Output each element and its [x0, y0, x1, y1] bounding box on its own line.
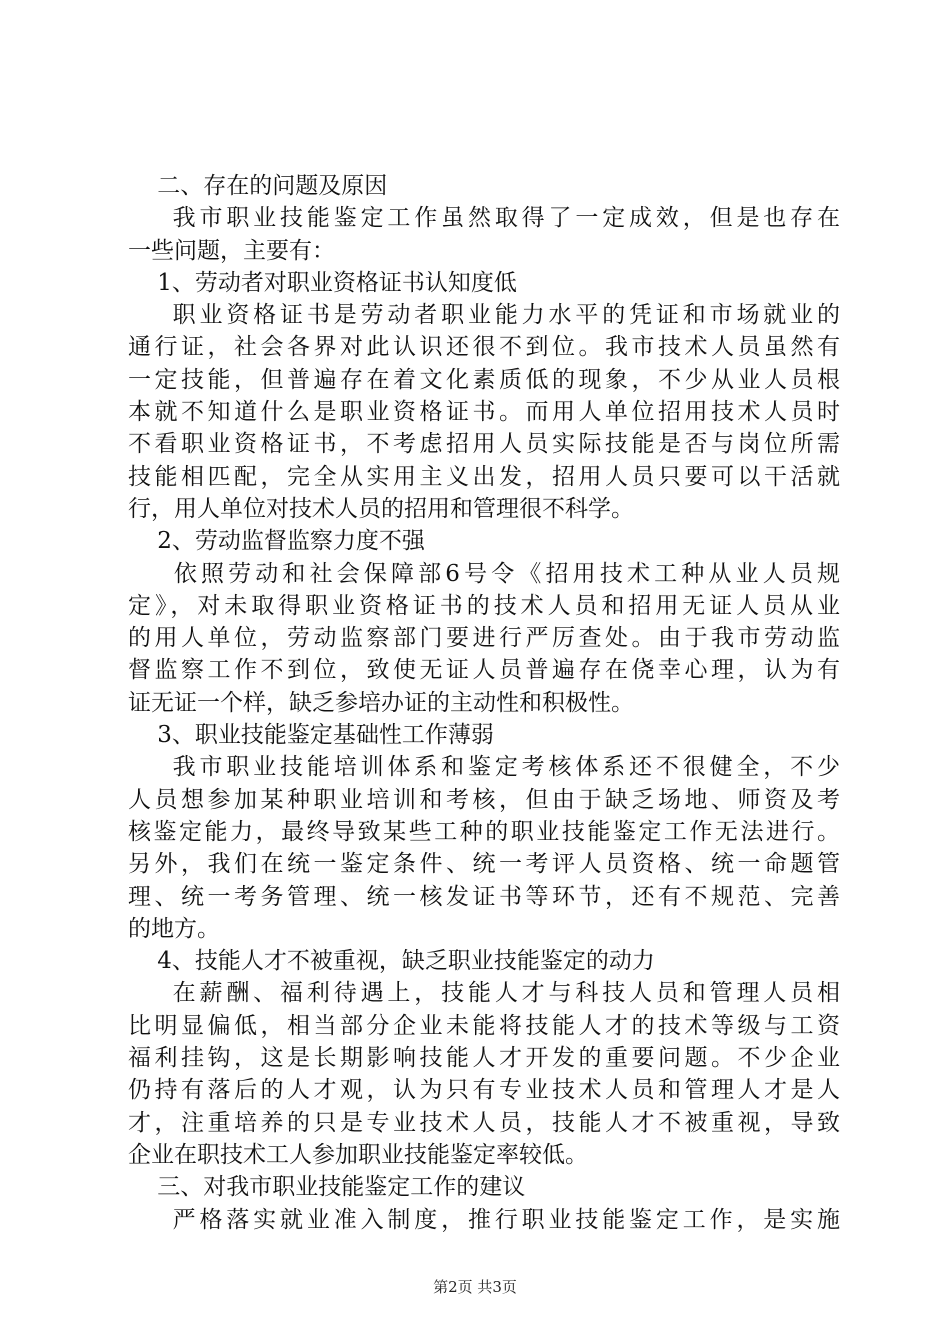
- text-line: 的用人单位，劳动监察部门要进行严厉查处。由于我市劳动监: [128, 625, 840, 652]
- text-line: 证无证一个样，缺乏参培办证的主动性和积极性。: [128, 689, 634, 716]
- text-line: 通行证，社会各界对此认识还很不到位。我市技术人员虽然有: [128, 334, 840, 361]
- text-line: 企业在职技术工人参加职业技能鉴定率较低。: [128, 1141, 588, 1168]
- text-line: 技能相匹配，完全从实用主义出发，招用人员只要可以干活就: [128, 463, 840, 490]
- text-line: 我市职业技能培训体系和鉴定考核体系还不很健全，不少: [128, 754, 840, 781]
- text-line: 我市职业技能鉴定工作虽然取得了一定成效，但是也存在: [128, 205, 840, 232]
- text-line: 不看职业资格证书，不考虑招用人员实际技能是否与岗位所需: [128, 431, 840, 458]
- text-line: 依照劳动和社会保障部6号令《招用技术工种从业人员规: [128, 560, 840, 587]
- text-line: 理、统一考务管理、统一核发证书等环节，还有不规范、完善: [128, 883, 840, 910]
- section-heading-line: 三、对我市职业技能鉴定工作的建议: [128, 1174, 526, 1201]
- text-line: 福利挂钩，这是长期影响技能人才开发的重要问题。不少企业: [128, 1045, 840, 1072]
- text-line: 的地方。: [128, 915, 220, 942]
- text-line: 人员想参加某种职业培训和考核，但由于缺乏场地、师资及考: [128, 786, 840, 813]
- text-line: 一定技能，但普遍存在着文化素质低的现象，不少从业人员根: [128, 366, 840, 393]
- text-line: 另外，我们在统一鉴定条件、统一考评人员资格、统一命题管: [128, 851, 840, 878]
- section-heading-line: 二、存在的问题及原因: [128, 173, 388, 199]
- page-footer: 第2页 共3页: [433, 1278, 517, 1296]
- text-line: 一些问题，主要有：: [128, 237, 335, 264]
- document-body: [128, 170, 840, 1236]
- section-heading-line: 4、技能人才不被重视，缺乏职业技能鉴定的动力: [128, 948, 655, 975]
- section-heading-line: 2、劳动监督监察力度不强: [128, 528, 425, 555]
- text-line: 行，用人单位对技术人员的招用和管理很不科学。: [128, 495, 634, 522]
- section-heading-line: 3、职业技能鉴定基础性工作薄弱: [128, 722, 494, 749]
- text-line: 督监察工作不到位，致使无证人员普遍存在侥幸心理，认为有: [128, 657, 840, 684]
- text-line: 核鉴定能力，最终导致某些工种的职业技能鉴定工作无法进行。: [128, 818, 840, 845]
- text-line: 严格落实就业准入制度，推行职业技能鉴定工作，是实施: [128, 1206, 840, 1233]
- text-line: 定》，对未取得职业资格证书的技术人员和招用无证人员从业: [128, 592, 840, 619]
- section-heading-line: 1、劳动者对职业资格证书认知度低: [128, 269, 517, 296]
- text-line: 本就不知道什么是职业资格证书。而用人单位招用技术人员时: [128, 399, 840, 426]
- text-line: 仍持有落后的人才观，认为只有专业技术人员和管理人才是人: [128, 1077, 840, 1104]
- text-line: 才，注重培养的只是专业技术人员，技能人才不被重视，导致: [128, 1109, 840, 1136]
- text-line: 职业资格证书是劳动者职业能力水平的凭证和市场就业的: [128, 302, 840, 329]
- text-line: 在薪酬、福利待遇上，技能人才与科技人员和管理人员相: [128, 980, 840, 1007]
- text-line: 比明显偏低，相当部分企业未能将技能人才的技术等级与工资: [128, 1012, 840, 1039]
